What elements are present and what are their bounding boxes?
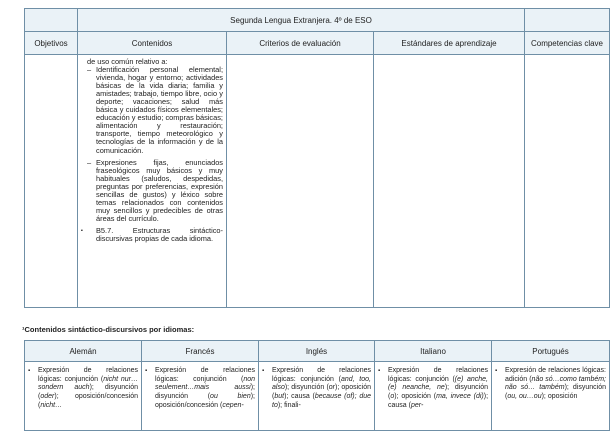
language-header-portugues: Portugués (491, 340, 610, 362)
cell-portugues: ▪ Expresión de relaciones lógicas: adición (não só…como também; não só… também); disyunción (ou, ou…ou); oposición (491, 361, 610, 431)
column-header-criterios: Criterios de evaluación (226, 31, 374, 55)
cell-estandares (373, 54, 525, 308)
list-item: – Expresiones fijas, enunciados fraseológicos muy básicos y muy habituales (saludos, despedidas, preguntas por preferencias, expresión sencillas de gustos) y léxico sobre temas relacionados con contenidos muy sencillos y predecibles de otras áreas del currículo. (87, 157, 223, 223)
cell-aleman: ▪ Expresión de relaciones lógicas: conjunción (nicht nur… sondern auch); disyunción (oder); oposición/concesión (nicht… (24, 361, 142, 431)
cell-criterios (226, 54, 374, 308)
cell-italiano: ▪ Expresión de relaciones lógicas: conjunción ((e) anche, (e) neanche, ne); disyunción (o); oposición (ma, invece (di)); causa (per- (374, 361, 492, 431)
column-header-objetivos: Objetivos (24, 31, 78, 55)
contenidos-intro: de uso común relativo a: (87, 57, 168, 66)
language-header-ingles: Inglés (258, 340, 375, 362)
cell-objetivos (24, 54, 78, 308)
column-header-competencias: Competencias clave (524, 31, 610, 55)
cell-ingles: ▪ Expresión de relaciones lógicas: conjunción (and, too, also); disyunción (or); oposición (but); causa (because (of); due to); finali- (258, 361, 375, 431)
footnote: ¹Contenidos sintáctico-discursivos por idiomas: (22, 325, 195, 334)
table-title-spacer-right (524, 8, 610, 32)
column-header-estandares: Estándares de aprendizaje (373, 31, 525, 55)
list-item: – Identificación personal elemental; vivienda, hogar y entorno; actividades básicas de la vida diaria; familia y amistades; trabajo, tiempo libre, ocio y deporte; vacaciones; salud más básica y cuidados físicos elementales; educación y estudio; compras básicas; alimentación y restauración; transporte, tiempo meteorológico y tecnologías de la información y de la comunicación. (87, 65, 223, 155)
cell-competencias (524, 54, 610, 308)
language-header-frances: Francés (141, 340, 259, 362)
column-header-contenidos: Contenidos (77, 31, 227, 55)
list-item: ▪ B5.7. Estructuras sintáctico-discursivas propias de cada idioma. (81, 225, 223, 243)
cell-frances: ▪ Expresión de relaciones lógicas: conjunción (non seulement…mais aussi); disyunción (ou bien); oposición/concesión (cepen- (141, 361, 259, 431)
language-header-italiano: Italiano (374, 340, 492, 362)
cell-contenidos (77, 54, 227, 308)
table-title-spacer (24, 8, 78, 32)
table-title: Segunda Lengua Extranjera. 4º de ESO (77, 8, 525, 32)
language-header-aleman: Alemán (24, 340, 142, 362)
